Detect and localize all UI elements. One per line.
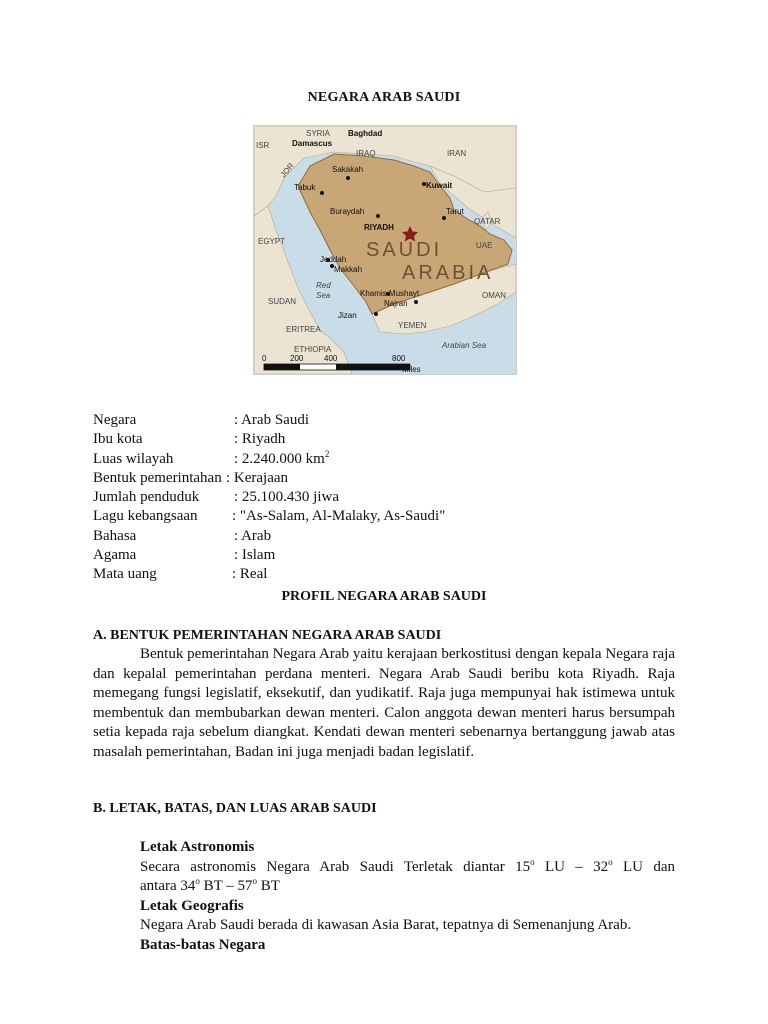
map-label-jor: JOR: [278, 161, 296, 180]
borders-heading: Batas-batas Negara: [140, 936, 266, 953]
geo-heading: Letak Geografis: [140, 897, 244, 914]
map-label-ethiopia: ETHIOPIA: [294, 345, 332, 354]
scale-label-miles: Miles: [402, 365, 421, 374]
map-label-riyadh: RIYADH: [364, 223, 394, 232]
map-label-red: Red: [316, 281, 331, 290]
map-label-tarut: Tarut: [446, 207, 464, 216]
map-label-arabia: ARABIA: [402, 262, 494, 284]
info-row-luas: Luas wilayah : 2.240.000 $km^2$: [93, 448, 330, 467]
map-label-tabuk: Tabuk: [294, 183, 316, 192]
map-label-iraq: IRAQ: [356, 149, 376, 158]
scale-label-0: 0: [262, 354, 267, 363]
geo-text: Negara Arab Saudi berada di kawasan Asia Barat, tepatnya di Semenanjung Arab.: [140, 917, 632, 933]
map-label-yemen: YEMEN: [398, 321, 427, 330]
scale-label-800: 800: [392, 354, 406, 363]
map-label-eritrea: ERITREA: [286, 325, 321, 334]
map-label-jeddah: Jeddah: [320, 255, 347, 264]
astro-line-2: antara 34$^o$ BT – 57$^o$ BT: [140, 876, 280, 894]
astro-heading: Letak Astronomis: [140, 839, 255, 855]
saudi-arabia-map: [253, 125, 517, 375]
map-label-isr: ISR: [256, 141, 270, 150]
country-info-list: [93, 411, 693, 585]
map-label-oman: OMAN: [482, 291, 506, 300]
map-label-sea: Sea: [316, 291, 331, 300]
section-b-content: [140, 838, 675, 955]
map-label-sakakah: Sakakah: [332, 165, 364, 174]
map-label-sudan: SUDAN: [268, 297, 297, 306]
info-row-pemerintahan: Bentuk pemerintahan : Kerajaan: [93, 469, 289, 486]
map-label-uae: UAE: [476, 241, 493, 250]
info-row-ibukota: Ibu kota : Riyadh: [93, 431, 286, 448]
map-label-egypt: EGYPT: [258, 237, 286, 246]
info-row-agama: Agama : Islam: [93, 547, 276, 564]
info-row-lagu: Lagu kebangsaan : "As-Salam, Al-Malaky, As-Saudi": [93, 508, 446, 525]
info-row-matauang: Mata uang : Real: [93, 566, 268, 583]
map-label-buraydah: Buraydah: [330, 207, 365, 216]
section-a-paragraph: Bentuk pemerintahan Negara Arab yaitu kerajaan berkostitusi dengan kepala Negara raja dan kepalal pemerintahan perdana menteri. Negara Arab Saudi beribu kota Riyadh. Raja memegang fungsi legislatif, eksekutif, dan yudikatif. Raja juga mempunyai hak istimewa untuk membentuk dan membubarkan dewan menteri. Calon anggota dewan menteri harus bersumpah setia kepada raja sebelum diangkat. Kendati dewan menteri sebenarnya bertanggung jawab atas masalah pemerintahan, Badan ini juga menjadi badan legislatif.: [93, 646, 675, 760]
map-label-arabian-sea: Arabian Sea: [442, 341, 487, 350]
map-label-najran: Najran: [384, 299, 408, 308]
map-label-saudi: SAUDI: [366, 239, 443, 261]
map-label-jizan: Jizan: [338, 311, 357, 320]
map-label-khamis: Khamis Mushayt: [360, 289, 420, 298]
scale-label-200: 200: [290, 354, 304, 363]
map-label-baghdad: Baghdad: [348, 129, 383, 138]
info-row-penduduk: Jumlah penduduk : 25.100.430 jiwa: [93, 489, 339, 506]
document-title: NEGARA ARAB SAUDI: [307, 90, 461, 105]
section-b-heading: B. LETAK, BATAS, DAN LUAS ARAB SAUDI: [93, 801, 377, 816]
profile-title: PROFIL NEGARA ARAB SAUDI: [281, 589, 487, 604]
map-label-makkah: Makkah: [334, 265, 363, 274]
info-row-negara: Negara : Arab Saudi: [93, 412, 309, 428]
scale-label-400: 400: [324, 354, 338, 363]
map-label-iran: IRAN: [447, 149, 467, 158]
map-label-kuwait: Kuwait: [426, 181, 453, 190]
map-label-damascus: Damascus: [292, 139, 333, 148]
map-label-qatar: QATAR: [474, 217, 501, 226]
info-row-bahasa: Bahasa : Arab: [93, 527, 272, 544]
astro-line-1: Secara astronomis Negara Arab Saudi Terletak diantar 15$^o$ LU – 32$^o$ LU dan: [140, 856, 675, 875]
map-label-syria: SYRIA: [306, 129, 331, 138]
section-a-heading: A. BENTUK PEMERINTAHAN NEGARA ARAB SAUDI: [93, 628, 442, 643]
